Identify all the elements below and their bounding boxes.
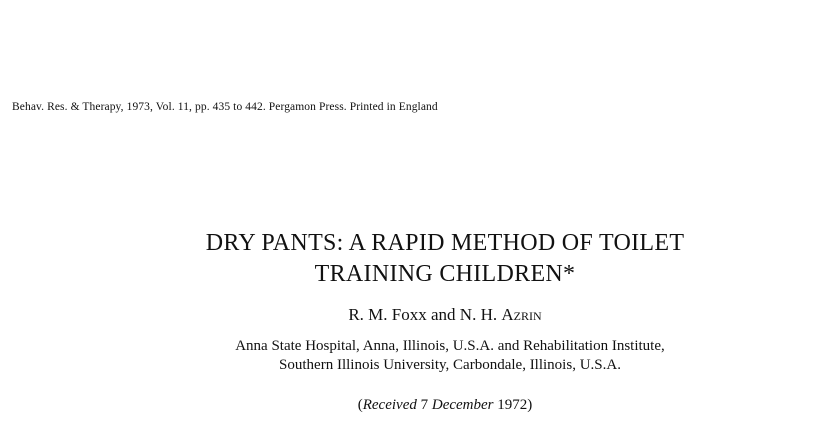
authors-prefix: R. M. Foxx and N. H. — [348, 305, 502, 324]
affiliation — [0, 337, 822, 375]
journal-citation: Behav. Res. & Therapy, 1973, Vol. 11, pp. 435 to 442. Pergamon Press. Printed in England — [12, 101, 438, 113]
affiliation-line-2: Southern Illinois University, Carbondale, Illinois, U.S.A. — [279, 357, 621, 373]
affiliation-line-1: Anna State Hospital, Anna, Illinois, U.S.A. and Rehabilitation Institute, — [235, 338, 665, 354]
title-line-2: TRAINING CHILDREN* — [314, 261, 576, 287]
received-year: 1972) — [493, 397, 533, 413]
article-title — [0, 228, 822, 290]
authors — [0, 305, 822, 325]
received-month: December — [431, 397, 494, 413]
received-day: 7 — [416, 397, 432, 413]
author-surname: Azrin — [501, 305, 542, 324]
received-label: Received — [362, 397, 417, 413]
received-date — [0, 397, 822, 414]
title-line-1: DRY PANTS: A RAPID METHOD OF TOILET — [205, 230, 685, 256]
received-open: ( — [357, 397, 363, 413]
